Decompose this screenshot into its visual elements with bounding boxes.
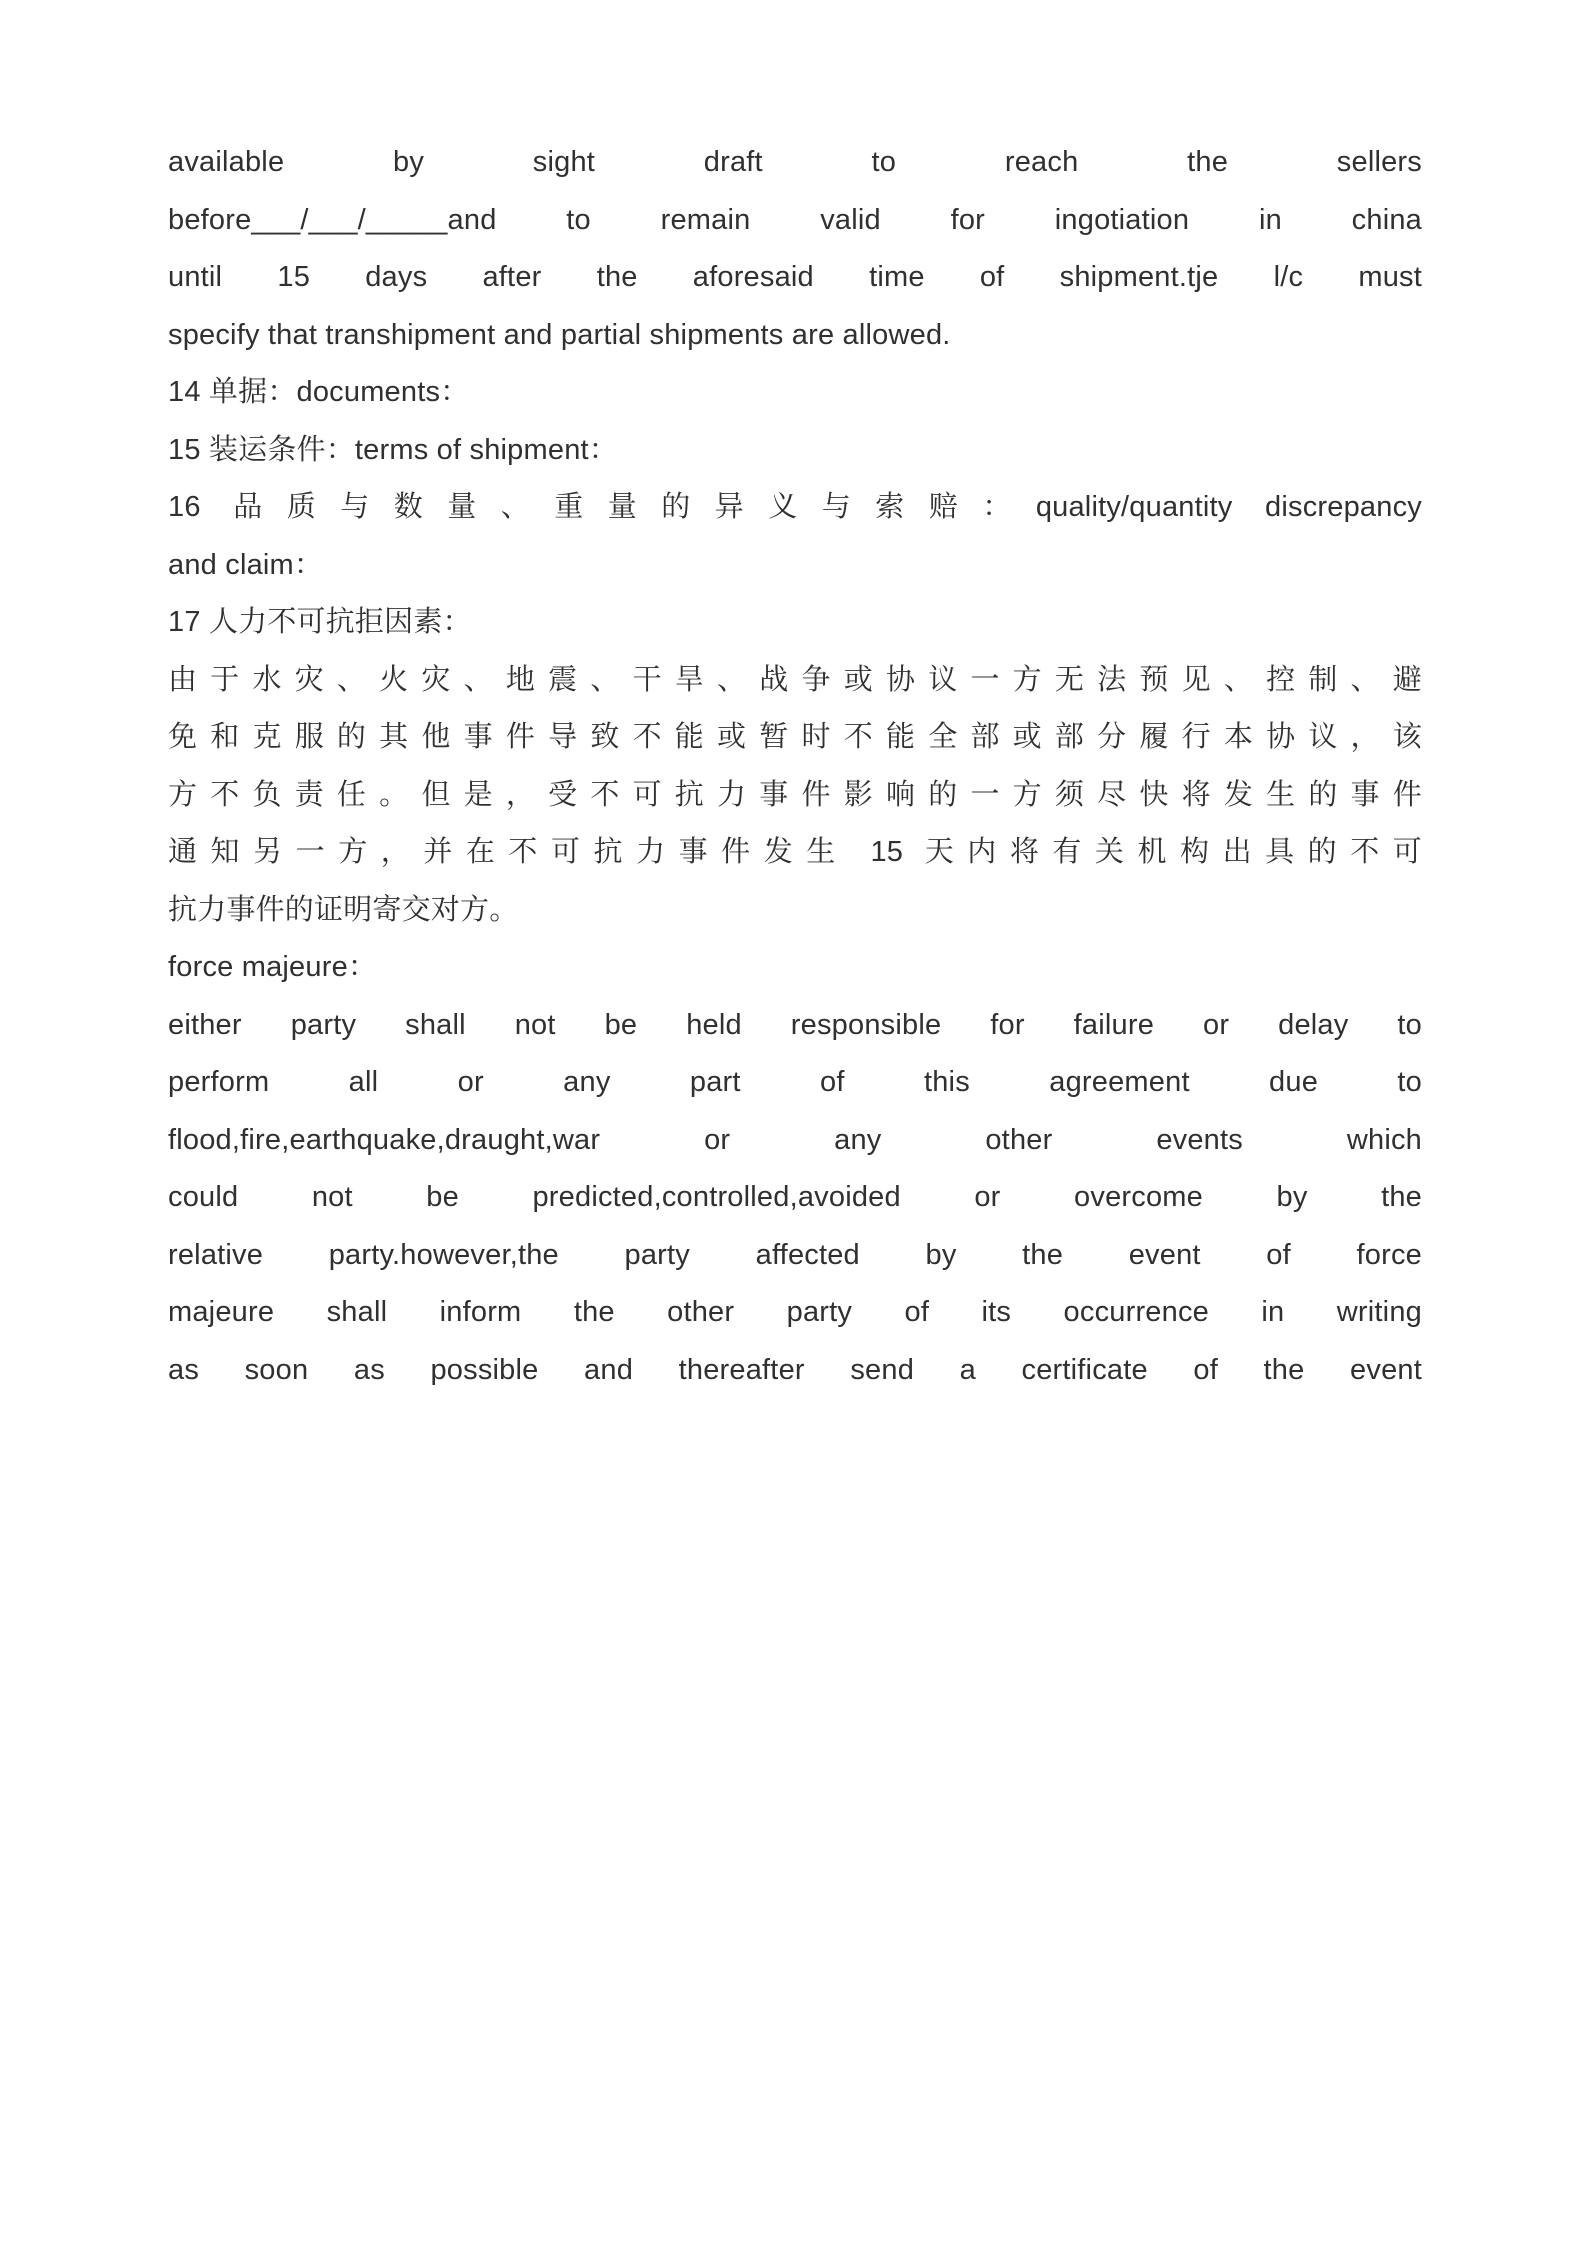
- text-line: 免和克服的其他事件导致不能或暂时不能全部或部分履行本协议，该: [168, 721, 1422, 753]
- text-line: until 15 days after the aforesaid time of shipment.tje l/c must: [168, 261, 1422, 293]
- text-line: as soon as possible and thereafter send a certificate of the event: [168, 1353, 1422, 1386]
- text-line: majeure shall inform the other party of its occurrence in writing: [168, 1296, 1422, 1328]
- text-line: relative party.however,the party affected by the event of force: [168, 1238, 1422, 1271]
- text-line: perform all or any part of this agreement due to: [168, 1066, 1422, 1098]
- document-body: [168, 134, 1422, 1399]
- text-line: specify that transhipment and partial shipments are allowed.: [168, 318, 951, 351]
- text-line: force majeure：: [168, 951, 378, 983]
- text-line: 15 装运条件：terms of shipment：: [168, 433, 618, 466]
- text-line: 16 品质与数量、重量的异义与索赔：quality/quantity discrepancy: [168, 491, 1422, 523]
- text-line: before___/___/_____and to remain valid for ingotiation in china: [168, 203, 1422, 236]
- text-line: could not be predicted,controlled,avoided or overcome by the: [168, 1181, 1422, 1213]
- text-line: and claim：: [168, 548, 324, 581]
- text-line: 14 单据：documents：: [168, 376, 470, 408]
- text-line: 通知另一方，并在不可抗力事件发生 15 天内将有关机构出具的不可: [168, 836, 1422, 868]
- text-line: 方不负责任。但是，受不可抗力事件影响的一方须尽快将发生的事件: [168, 778, 1422, 811]
- text-line: either party shall not be held responsible for failure or delay to: [168, 1008, 1422, 1041]
- text-line: 由于水灾、火灾、地震、干旱、战争或协议一方无法预见、控制、避: [168, 663, 1422, 696]
- text-line: 抗力事件的证明寄交对方。: [168, 893, 519, 926]
- text-line: 17 人力不可抗拒因素：: [168, 606, 472, 638]
- text-line: available by sight draft to reach the sellers: [168, 146, 1422, 178]
- text-line: flood,fire,earthquake,draught,war or any other events which: [168, 1123, 1422, 1156]
